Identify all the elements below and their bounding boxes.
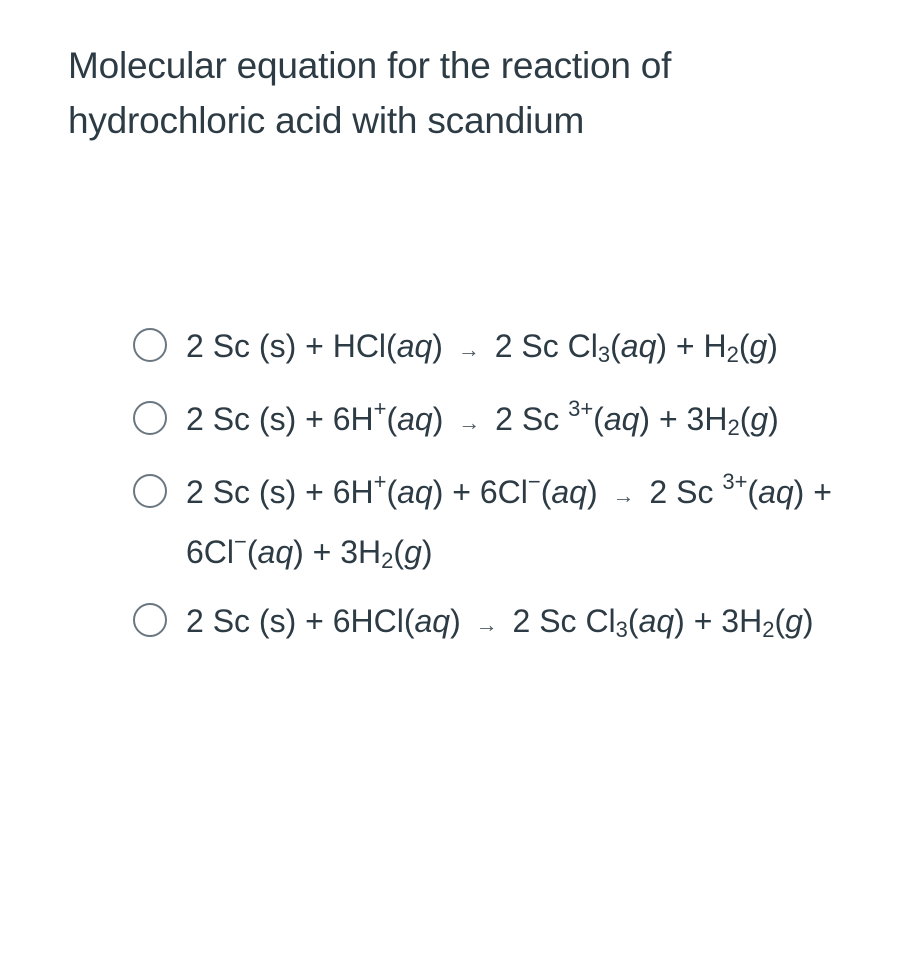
option-equation: 2 Sc (s) + 6HCl(aq) → 2 Sc $Cl_3(aq) + 3H_2(g)$ [186,603,814,642]
answer-option-3[interactable] [133,464,863,580]
option-equation: 2 Sc (s) + 6H+(aq) + 6Cl−(aq) → 2 Sc $^{3+}(aq) + 6Cl^-(aq) + 3H_2(g)$ [186,469,832,573]
radio-button[interactable] [133,474,167,508]
arrow-icon: → [612,483,635,508]
arrow-icon: → [457,337,480,362]
answer-option-2[interactable] [133,391,863,451]
question-text: Molecular equation for the reaction of hydrochloric acid with scandium [68,45,672,141]
radio-button[interactable] [133,603,167,637]
option-equation: 2 Sc (s) + HCl(aq) → 2 Sc $Cl_3(aq) + H_2(g)$ [186,328,778,367]
answer-options [133,318,863,666]
option-equation: 2 Sc (s) + 6H+(aq) → 2 Sc $^{3+}(aq) + 3H_2(g)$ [186,396,779,440]
radio-button[interactable] [133,328,167,362]
arrow-icon: → [458,410,481,435]
radio-button[interactable] [133,401,167,435]
arrow-icon: → [475,612,498,637]
answer-option-1[interactable] [133,318,863,378]
answer-option-4[interactable] [133,593,863,653]
